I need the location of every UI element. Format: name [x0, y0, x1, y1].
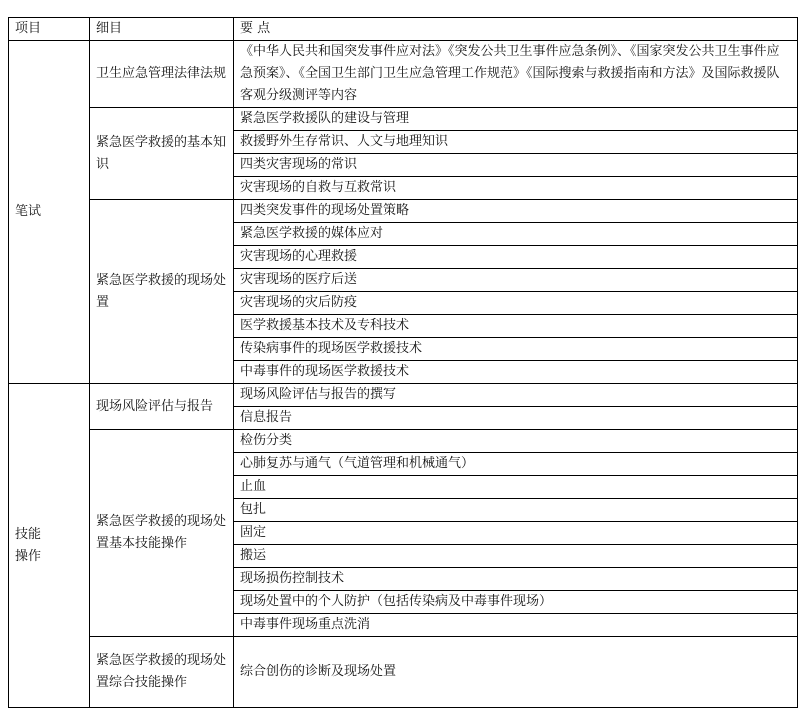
header-project: 项目 [9, 18, 90, 41]
project-cell [9, 384, 90, 708]
point-cell: 综合创伤的诊断及现场处置 [234, 637, 798, 708]
point-cell: 灾害现场的灾后防疫 [234, 292, 798, 315]
point-cell: 现场损伤控制技术 [234, 568, 798, 591]
point-cell: 灾害现场的医疗后送 [234, 269, 798, 292]
point-cell: 紧急医学救援的媒体应对 [234, 223, 798, 246]
point-cell: 止血 [234, 476, 798, 499]
point-cell: 《中华人民共和国突发事件应对法》《突发公共卫生事件应急条例》、《国家突发公共卫生事件应急预案》、《全国卫生部门卫生应急管理工作规范》《国际搜索与救援指南和方法》及国际救援队客观分级测评等内容 [234, 41, 798, 108]
point-cell: 中毒事件的现场医学救援技术 [234, 361, 798, 384]
point-cell: 搬运 [234, 545, 798, 568]
point-cell: 现场风险评估与报告的撰写 [234, 384, 798, 407]
project-cell: 笔试 [9, 41, 90, 384]
point-cell: 灾害现场的心理救援 [234, 246, 798, 269]
point-cell: 信息报告 [234, 407, 798, 430]
point-cell: 心肺复苏与通气（气道管理和机械通气） [234, 453, 798, 476]
point-cell: 中毒事件现场重点洗消 [234, 614, 798, 637]
point-cell: 灾害现场的自救与互救常识 [234, 177, 798, 200]
point-cell: 四类突发事件的现场处置策略 [234, 200, 798, 223]
header-points: 要 点 [234, 18, 798, 41]
point-cell: 传染病事件的现场医学救援技术 [234, 338, 798, 361]
point-cell: 固定 [234, 522, 798, 545]
detail-cell: 现场风险评估与报告 [90, 384, 234, 430]
point-cell: 救援野外生存常识、人文与地理知识 [234, 131, 798, 154]
point-cell: 紧急医学救援队的建设与管理 [234, 108, 798, 131]
detail-cell: 紧急医学救援的现场处置综合技能操作 [90, 637, 234, 708]
exam-outline-table [8, 17, 798, 708]
point-cell: 包扎 [234, 499, 798, 522]
header-detail: 细目 [90, 18, 234, 41]
detail-cell: 紧急医学救援的现场处置基本技能操作 [90, 430, 234, 637]
detail-cell: 卫生应急管理法律法规 [90, 41, 234, 108]
point-cell: 现场处置中的个人防护（包括传染病及中毒事件现场） [234, 591, 798, 614]
point-cell: 检伤分类 [234, 430, 798, 453]
point-cell: 医学救援基本技术及专科技术 [234, 315, 798, 338]
detail-cell: 紧急医学救援的基本知识 [90, 108, 234, 200]
detail-cell: 紧急医学救援的现场处置 [90, 200, 234, 384]
point-cell: 四类灾害现场的常识 [234, 154, 798, 177]
project-label: 技能操作 [15, 526, 42, 564]
